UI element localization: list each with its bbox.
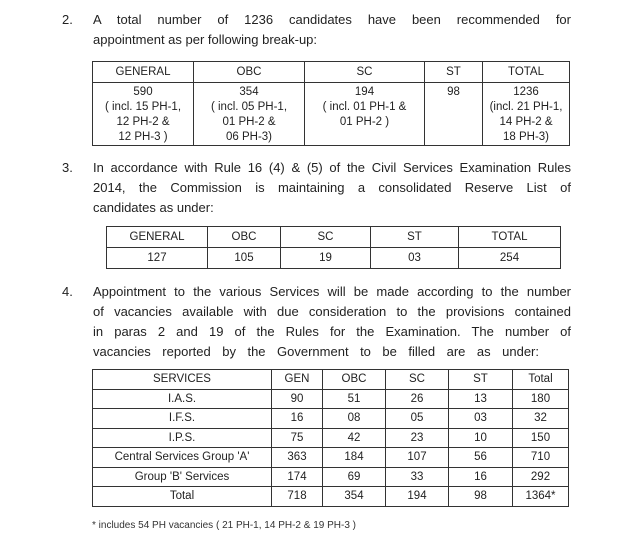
cell-total: 180 — [513, 389, 569, 409]
text-line: candidates as under: — [93, 200, 214, 215]
footnote: * includes 54 PH vacancies ( 21 PH-1, 14 PH-2 & 19 PH-3 ) — [92, 520, 357, 531]
cell-service: Group 'B' Services — [93, 467, 272, 487]
table-header-row — [93, 62, 570, 83]
table-total-row — [93, 487, 569, 507]
text-line: appointment as per following break-up: — [93, 32, 318, 47]
cell-obc: 354 ( incl. 05 PH-1, 01 PH-2 & 06 PH-3) — [194, 83, 305, 146]
header-sc: SC — [305, 62, 425, 83]
text-line: of vacancies available with due consideration to the provisions contained — [93, 304, 571, 319]
cell-st: 13 — [449, 389, 513, 409]
header-general: GENERAL — [93, 62, 194, 83]
text-line: A total number of 1236 candidates have been recommended for — [93, 12, 571, 27]
table-row — [93, 428, 569, 448]
cell-obc: 184 — [323, 448, 386, 468]
cell-gen: 718 — [272, 487, 323, 507]
header-obc: OBC — [208, 227, 281, 248]
section-text — [93, 282, 571, 362]
cell-st: 98 — [425, 83, 483, 146]
cell-gen: 174 — [272, 467, 323, 487]
cell-sc: 33 — [386, 467, 449, 487]
cell-gen: 75 — [272, 428, 323, 448]
cell-gen: 90 — [272, 389, 323, 409]
cell-service: Total — [93, 487, 272, 507]
text-line: vacancies reported by the Government to be filled are as under: — [93, 344, 539, 359]
header-services: SERVICES — [93, 370, 272, 390]
header-st: ST — [449, 370, 513, 390]
cell-total: 710 — [513, 448, 569, 468]
table-header-row — [93, 370, 569, 390]
cell-total: 254 — [459, 248, 561, 269]
table-row — [93, 467, 569, 487]
cell-sc: 194 ( incl. 01 PH-1 & 01 PH-2 ) — [305, 83, 425, 146]
cell-gen: 363 — [272, 448, 323, 468]
table-row — [93, 409, 569, 429]
cell-sc: 23 — [386, 428, 449, 448]
cell-total: 150 — [513, 428, 569, 448]
text-line: In accordance with Rule 16 (4) & (5) of the Civil Services Examination Rules — [93, 160, 571, 175]
cell-total: 1236 (incl. 21 PH-1, 14 PH-2 & 18 PH-3) — [483, 83, 570, 146]
cell-st: 03 — [449, 409, 513, 429]
vacancies-table — [92, 369, 569, 507]
section-number: 3. — [62, 160, 73, 175]
header-gen: GEN — [272, 370, 323, 390]
section-number: 4. — [62, 284, 73, 299]
header-obc: OBC — [323, 370, 386, 390]
cell-general: 127 — [107, 248, 208, 269]
cell-obc: 354 — [323, 487, 386, 507]
header-total: Total — [513, 370, 569, 390]
cell-sc: 05 — [386, 409, 449, 429]
cell-total: 32 — [513, 409, 569, 429]
header-st: ST — [371, 227, 459, 248]
text-line: Appointment to the various Services will be made according to the number — [93, 284, 571, 299]
table-row — [107, 248, 561, 269]
cell-obc: 42 — [323, 428, 386, 448]
cell-st: 10 — [449, 428, 513, 448]
section-number: 2. — [62, 12, 73, 27]
cell-sc: 26 — [386, 389, 449, 409]
break-up-table — [92, 61, 570, 146]
text-line: 2014, the Commission is maintaining a consolidated Reserve List of — [93, 180, 571, 195]
cell-st: 98 — [449, 487, 513, 507]
cell-st: 03 — [371, 248, 459, 269]
cell-obc: 105 — [208, 248, 281, 269]
cell-sc: 19 — [281, 248, 371, 269]
cell-service: I.F.S. — [93, 409, 272, 429]
section-text — [93, 10, 571, 50]
cell-obc: 69 — [323, 467, 386, 487]
cell-obc: 08 — [323, 409, 386, 429]
header-obc: OBC — [194, 62, 305, 83]
header-total: TOTAL — [483, 62, 570, 83]
text-line: in paras 2 and 19 of the Rules for the Examination. The number of — [93, 324, 571, 339]
cell-obc: 51 — [323, 389, 386, 409]
cell-service: I.A.S. — [93, 389, 272, 409]
reserve-list-table — [106, 226, 561, 269]
cell-st: 56 — [449, 448, 513, 468]
header-total: TOTAL — [459, 227, 561, 248]
header-general: GENERAL — [107, 227, 208, 248]
table-header-row — [107, 227, 561, 248]
cell-service: Central Services Group 'A' — [93, 448, 272, 468]
cell-sc: 107 — [386, 448, 449, 468]
section-text — [93, 158, 571, 218]
header-sc: SC — [386, 370, 449, 390]
header-sc: SC — [281, 227, 371, 248]
cell-total: 292 — [513, 467, 569, 487]
cell-service: I.P.S. — [93, 428, 272, 448]
cell-gen: 16 — [272, 409, 323, 429]
cell-st: 16 — [449, 467, 513, 487]
table-row — [93, 389, 569, 409]
cell-general: 590 ( incl. 15 PH-1, 12 PH-2 & 12 PH-3 ) — [93, 83, 194, 146]
cell-total: 1364* — [513, 487, 569, 507]
table-row — [93, 83, 570, 146]
cell-sc: 194 — [386, 487, 449, 507]
header-st: ST — [425, 62, 483, 83]
table-row — [93, 448, 569, 468]
